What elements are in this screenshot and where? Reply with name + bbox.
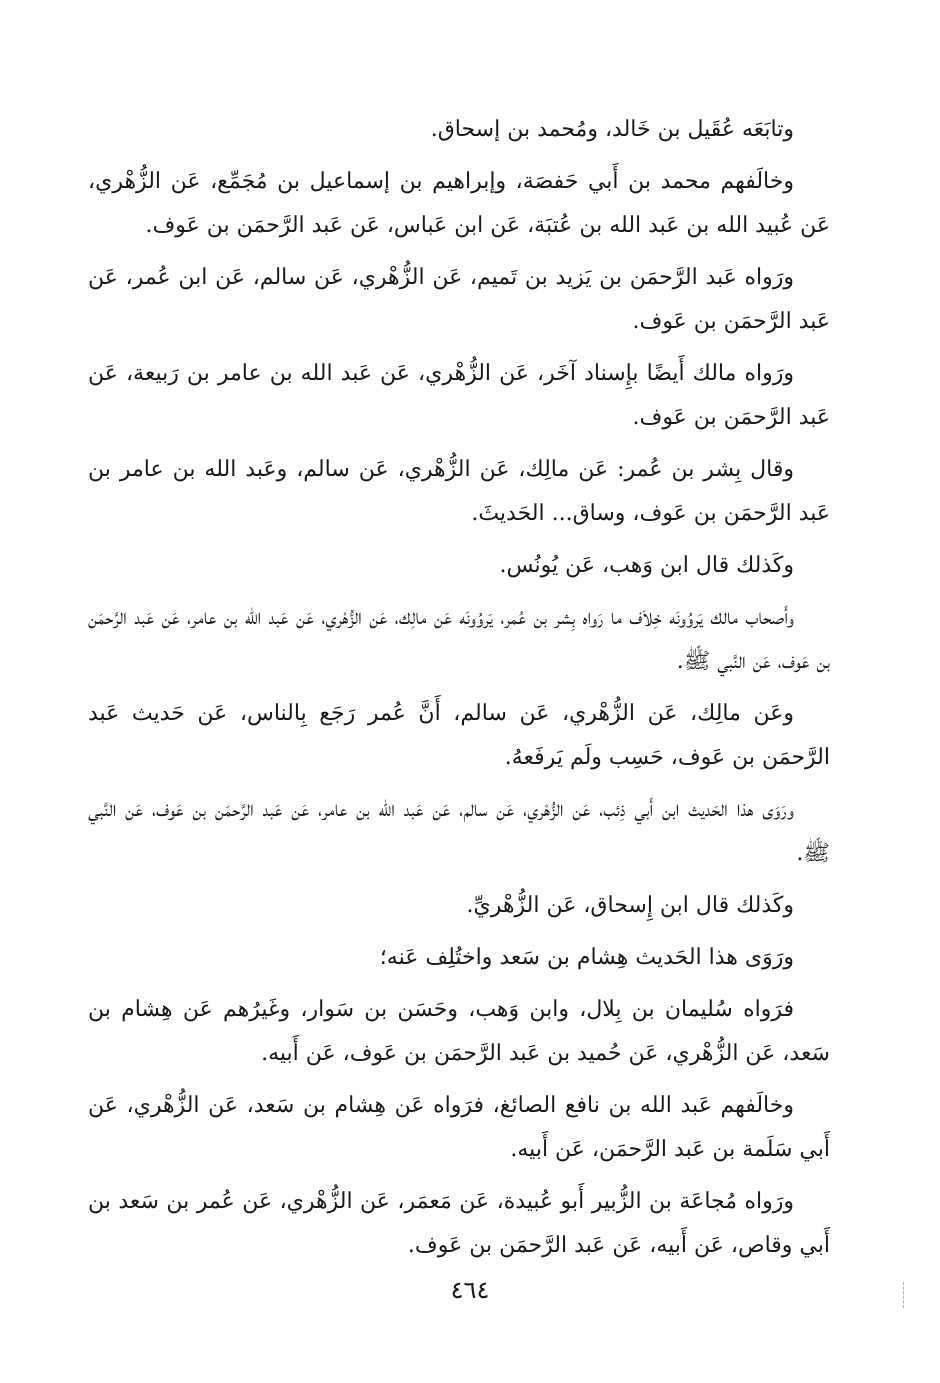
paragraph-5: وقال بِشر بن عُمر: عَن مالِك، عَن الزُّهْري، عَن سالم، وعَبد الله بن عامر بن عَبد الرَّحمَن بن عَوف، وساق... الحَديثَ. — [88, 457, 830, 526]
paragraph-9: ورَوَى هذا الحَديث ابن أَبي ذِئب، عَن الزُّهْري، عَن سالم، عَن عَبد الله بن عامر، عَن عَبد الرَّحمَن بن عَوف، عَن النَّبي ﷺ. — [88, 797, 830, 866]
paragraph-7: وأَصحاب مالك يَروُونَه خِلاَف ما رَواه بِشر بن عُمر، يَروُونَه عَن مالِك، عَن الزُّهْري، عَن عَبد الله بن عامر، عَن عَبد الرَّحمَن بن عَوف، عَن النَّبي ﷺ. — [88, 605, 830, 674]
paragraph-1: وتابَعَه عُقَيل بن خَالد، ومُحمد بن إسحاق. — [430, 117, 794, 142]
paragraph-3: ورَواه عَبد الرَّحمَن بن يَزيد بن تَميم، عَن الزُّهْري، عَن سالم، عَن ابن عُمر، عَن عَبد الرَّحمَن بن عَوف. — [88, 265, 830, 334]
paragraph-12: فرَواه سُليمان بن بِلال، وابن وَهب، وحَسَن بن سَوار، وغَيرُهم عَن هِشام بن سَعد، عَن الزُّهْري، عَن حُميد بن عَبد الرَّحمَن بن عَوف، عَن أَبيه. — [88, 997, 830, 1066]
paragraph-8: وعَن مالِك، عَن الزُّهْري، عَن سالم، أَنَّ عُمر رَجَع بِالناس، عَن حَديث عَبد الرَّحمَن بن عَوف، حَسِب ولَم يَرفَعهُ. — [88, 701, 830, 770]
scan-edge-mark — [903, 1282, 907, 1308]
paragraph-2: وخالَفهم محمد بن أَبي حَفصَة، وإبراهيم بن إسماعيل بن مُجَمِّع، عَن الزُّهْري، عَن عُبيد الله بن عَبد الله بن عُتبَة، عَن ابن عَباس، عَن عَبد الرَّحمَن بن عَوف. — [88, 169, 830, 238]
paragraph-10: وكَذلك قال ابن إِسحاق، عَن الزُّهْريِّ. — [466, 893, 794, 918]
paragraph-4: ورَواه مالك أَيضًا بإِسناد آخَر، عَن الزُّهْري، عَن عَبد الله بن عامر بن رَبيعة، عَن عَبد الرَّحمَن بن عَوف. — [88, 361, 830, 430]
page-number: ٤٦٤ — [450, 1276, 490, 1304]
page-body — [88, 108, 830, 1276]
paragraph-6: وكَذلك قال ابن وَهب، عَن يُونُس. — [499, 553, 794, 578]
paragraph-13: وخالَفهم عَبد الله بن نافع الصائغ، فرَواه عَن هِشام بن سَعد، عَن الزُّهْري، عَن أَبي سَلَمة بن عَبد الرَّحمَن، عَن أَبيه. — [88, 1093, 830, 1162]
paragraph-14: ورَواه مُجاعَة بن الزُّبير أَبو عُبيدة، عَن مَعمَر، عَن الزُّهْري، عَن عُمر بن سَعد بن أَبي وقاص، عَن أَبيه، عَن عَبد الرَّحمَن بن عَوف. — [88, 1189, 830, 1258]
paragraph-11: ورَوَى هذا الحَديث هِشام بن سَعد واختُلِف عَنه؛ — [379, 945, 794, 970]
